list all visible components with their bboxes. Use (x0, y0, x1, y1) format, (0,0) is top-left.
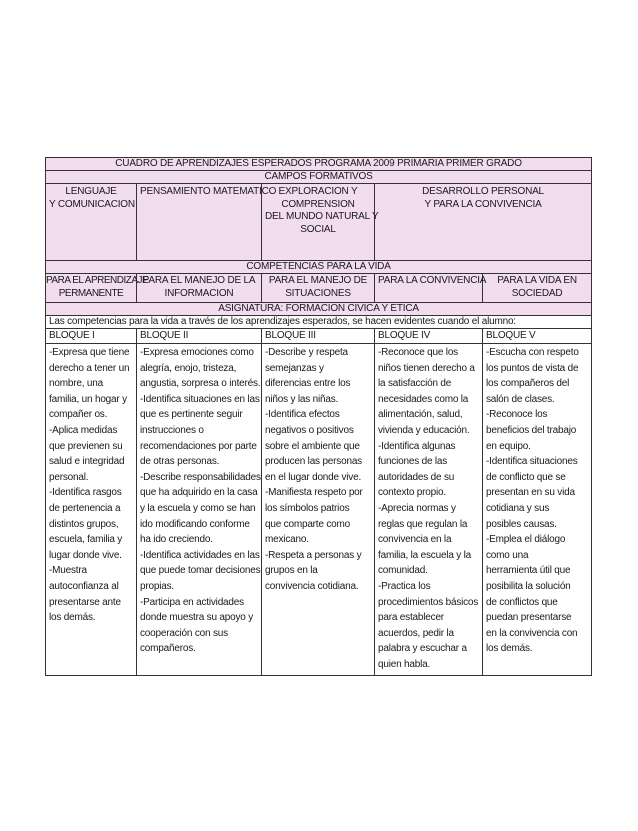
content-line: -Identifica efectos (265, 409, 340, 421)
content-line: lugar donde vive. (49, 549, 122, 561)
content-line: -Respeta a personas y (265, 549, 362, 561)
content-line: escuela, familia y (49, 534, 123, 546)
content-line: que previenen su (49, 440, 123, 452)
content-line: nombre, una (49, 378, 103, 390)
content-line: salón de clases. (486, 393, 555, 405)
content-line: necesidades como la (378, 393, 469, 405)
content-line: donde muestra su apoyo y (140, 612, 254, 624)
content-line: semejanzas y (265, 362, 324, 374)
asignatura-header: ASIGNATURA: FORMACION CIVICA Y ETICA (46, 303, 592, 316)
content-line: -Describe responsabilidades (140, 471, 261, 483)
content-line: contexto propio. (378, 487, 446, 499)
content-line: que es pertinente seguir (140, 409, 243, 421)
bloque-4-content (375, 344, 483, 676)
content-line: herramienta útil que (486, 565, 571, 577)
content-line: negativos o positivos (265, 424, 354, 436)
campo-exploracion: EXPLORACION Y COMPRENSION DEL MUNDO NATURAL Y SOCIAL (262, 184, 375, 261)
content-line: presentan en su vida (486, 487, 575, 499)
content-line: -Reconoce los (486, 409, 548, 421)
content-line: -Expresa emociones como (140, 347, 254, 358)
content-line: la satisfacción de (378, 378, 452, 390)
content-line: procedimientos básicos (378, 596, 479, 608)
campo-pensamiento-matematico: PENSAMIENTO MATEMATICO (137, 184, 262, 261)
competencia-situaciones: PARA EL MANEJO DE SITUACIONES (262, 274, 375, 303)
content-line: angustia, sorpresa o interés. (140, 378, 261, 390)
content-line: cooperación con sus (140, 627, 228, 639)
content-line: instrucciones o (140, 424, 204, 436)
content-line: distintos grupos, (49, 518, 119, 530)
content-line: derecho a tener un (49, 362, 130, 374)
intro-text: Las competencias para la vida a través de los aprendizajes esperados, se hacen evidentes cuando el alumno: (46, 316, 592, 329)
content-line: beneficios del trabajo (486, 424, 577, 436)
content-line: -Escucha con respeto (486, 347, 579, 358)
content-line: autoconfianza al (49, 580, 119, 592)
content-line: los demás. (486, 643, 533, 655)
content-line: -Manifiesta respeto por (265, 487, 363, 499)
content-line: ha ido creciendo. (140, 534, 213, 546)
content-line: que puede tomar decisiones (140, 565, 261, 577)
content-line: presentarse ante (49, 596, 121, 608)
bloque-3-content (262, 344, 375, 676)
campo-desarrollo-personal: DESARROLLO PERSONAL Y PARA LA CONVIVENCIA (375, 184, 592, 261)
content-line: -Practica los (378, 580, 431, 592)
content-line: funciones de las (378, 456, 448, 468)
content-line: -Identifica situaciones en las (140, 393, 260, 405)
content-line: -Participa en actividades (140, 596, 244, 608)
bloque-1-content (46, 344, 137, 676)
content-line: como una (486, 549, 529, 561)
content-line: convivencia cotidiana. (265, 580, 359, 592)
content-line: los puntos de vista de (486, 362, 579, 374)
content-line: grupos en la (265, 565, 318, 577)
table-title: CUADRO DE APRENDIZAJES ESPERADOS PROGRAMA 2009 PRIMARIA PRIMER GRADO (46, 158, 592, 171)
content-line: familia, un hogar y (49, 393, 127, 405)
content-line: en el lugar donde vive. (265, 471, 362, 483)
learning-outcomes-document (45, 157, 591, 676)
content-line: alimentación, salud, (378, 409, 463, 421)
content-line: en la convivencia con (486, 627, 578, 639)
content-line: niños y las niñas. (265, 393, 339, 405)
content-line: acuerdos, pedir la (378, 627, 454, 639)
content-line: alegría, enojo, tristeza, (140, 362, 237, 374)
content-line: -Aprecia normas y (378, 502, 456, 514)
competencia-aprendizaje: PARA EL APRENDIZAJE PERMANENTE (46, 274, 137, 303)
bloque-5-header: BLOQUE V (483, 329, 592, 344)
content-line: convivencia en la (378, 534, 452, 546)
content-line: salud e integridad (49, 456, 125, 468)
content-line: los compañeros del (486, 378, 570, 390)
content-line: los demás. (49, 612, 96, 624)
content-line: posibilita la solución (486, 580, 571, 592)
content-line: mexicano. (265, 534, 309, 546)
content-line: -Muestra (49, 565, 87, 577)
content-line: recomendaciones por parte (140, 440, 257, 452)
bloque-5-content (483, 344, 592, 676)
content-line: -Reconoce que los (378, 347, 458, 358)
content-line: diferencias entre los (265, 378, 351, 390)
competencia-convivencia: PARA LA CONVIVENCIA (375, 274, 483, 303)
content-line: quien habla. (378, 658, 431, 670)
content-line: de pertenencia a (49, 502, 121, 514)
content-line: familia, la escuela y la (378, 549, 472, 561)
content-line: los símbolos patrios (265, 502, 350, 514)
content-line: -Aplica medidas (49, 424, 118, 436)
content-line: y la escuela y como se han (140, 502, 256, 514)
content-line: -Emplea el diálogo (486, 534, 566, 546)
content-line: de otras personas. (140, 456, 220, 468)
content-line: niños tienen derecho a (378, 362, 475, 374)
content-line: ido modificando conforme (140, 518, 250, 530)
content-line: posibles causas. (486, 518, 557, 530)
content-line: que ha adquirido en la casa (140, 487, 258, 499)
content-line: de conflictos que (486, 596, 558, 608)
content-line: compañeros. (140, 643, 196, 655)
content-line: -Describe y respeta (265, 347, 348, 358)
content-line: -Identifica actividades en las (140, 549, 260, 561)
content-line: cotidiana y sus (486, 502, 550, 514)
bloque-1-header: BLOQUE I (46, 329, 137, 344)
content-line: en equipo. (486, 440, 531, 452)
content-line: vivienda y educación. (378, 424, 470, 436)
content-line: palabra y escuchar a (378, 643, 467, 655)
content-line: para establecer (378, 612, 444, 624)
campos-formativos-header: CAMPOS FORMATIVOS (46, 171, 592, 184)
bloque-3-header: BLOQUE III (262, 329, 375, 344)
competencias-header: COMPETENCIAS PARA LA VIDA (46, 261, 592, 274)
content-line: autoridades de su (378, 471, 455, 483)
competencia-sociedad: PARA LA VIDA EN SOCIEDAD (483, 274, 592, 303)
content-line: compañer os. (49, 409, 108, 421)
content-line: propias. (140, 580, 174, 592)
learning-outcomes-table (45, 157, 592, 676)
bloque-2-header: BLOQUE II (137, 329, 262, 344)
content-line: comunidad. (378, 565, 428, 577)
content-line: -Identifica situaciones (486, 456, 578, 468)
content-line: puedan presentarse (486, 612, 572, 624)
content-line: personal. (49, 471, 89, 483)
bloque-2-content (137, 344, 262, 676)
competencia-informacion: PARA EL MANEJO DE LA INFORMACION (137, 274, 262, 303)
content-line: reglas que regulan la (378, 518, 468, 530)
content-line: sobre el ambiente que (265, 440, 360, 452)
content-line: -Expresa que tiene (49, 347, 130, 358)
content-line: que comparte como (265, 518, 350, 530)
bloque-4-header: BLOQUE IV (375, 329, 483, 344)
content-line: -Identifica rasgos (49, 487, 122, 499)
content-line: -Identifica algunas (378, 440, 456, 452)
content-line: de conflicto que se (486, 471, 566, 483)
content-line: producen las personas (265, 456, 362, 468)
campo-lenguaje: LENGUAJE Y COMUNICACION (46, 184, 137, 261)
